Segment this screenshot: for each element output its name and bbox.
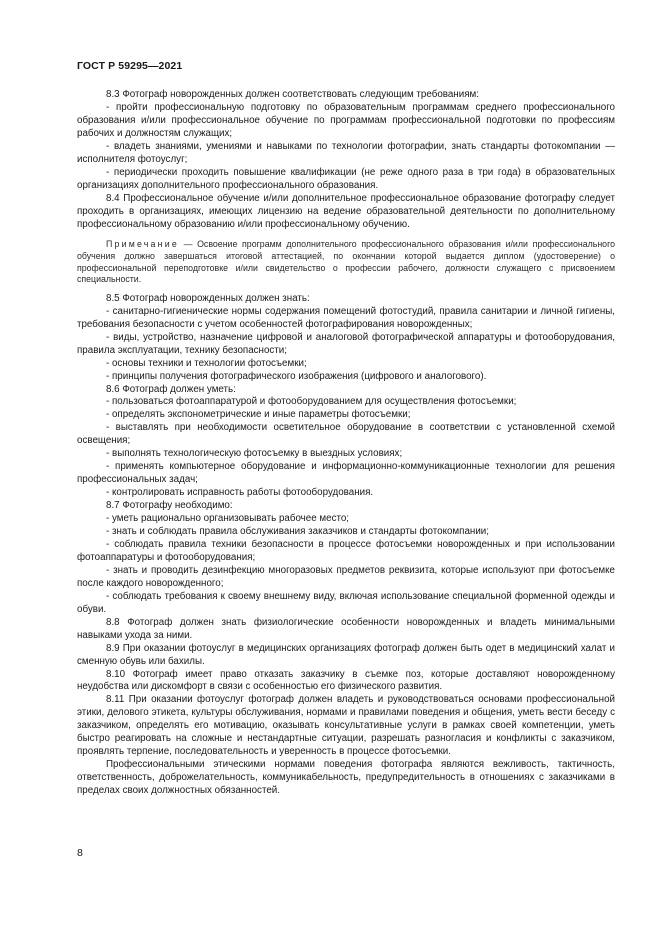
body-paragraph: - определять экспонометрические и иные параметры фотосъемки; [106,409,411,421]
body-paragraph: - контролировать исправность работы фотооборудования. [106,487,374,499]
body-paragraph: 8.9 При оказании фотоуслуг в медицинских организациях фотограф должен быть одет в медицинский халат и сменную обувь или бахилы. [77,642,615,667]
body-paragraph: - владеть знаниями, умениями и навыками по технологии фотографии, знать стандарты фотокомпании — исполнителя фотоуслуг; [77,140,615,165]
body-paragraph: 8.11 При оказании фотоуслуг фотограф должен владеть и руководствоваться основами профессиональной этики, делового этикета, культуры обслуживания, нормами и правилами поведения и общения, уметь вести беседу с заказчиком, определять его мотивацию, оказывать консультативные услуги в рамках своей компетенции, уметь быстро реагировать на сложные и нестандартные ситуации, разрешать разногласия и конфликты с заказчиком, проявлять терпение, последовательность и уверенность в процессе фотосъемки. [77,694,615,758]
body-paragraph: - применять компьютерное оборудование и информационно-коммуникационные технологии для решения профессиональных задач; [77,461,615,486]
body-paragraph: - пройти профессиональную подготовку по образовательным программам среднего профессионального образования и/или профессиональное обучение по программам профессиональной подготовки по профессиям рабочих и должностям служащих; [77,101,615,139]
body-paragraph: - виды, устройство, назначение цифровой и аналоговой фотографической аппаратуры и фотооборудования, правила эксплуатации, технику безопасности; [77,331,615,356]
document-body [77,89,615,798]
body-paragraph: 8.5 Фотограф новорожденных должен знать: [106,292,310,304]
body-paragraph: - основы техники и технологии фотосъемки; [106,357,307,369]
note-paragraph [77,239,615,285]
body-paragraph: - знать и проводить дезинфекцию многоразовых предметов реквизита, которые используют при фотосъемке после каждого новорожденного; [77,564,615,589]
document-header: ГОСТ Р 59295—2021 [77,60,183,72]
page-number: 8 [77,847,83,859]
body-paragraph: - уметь рационально организовывать рабочее место; [106,513,350,525]
body-paragraph: - выполнять технологическую фотосъемку в выездных условиях; [106,448,403,460]
body-paragraph: 8.10 Фотограф имеет право отказать заказчику в съемке поз, которые доставляют новорожденному неудобства или дискомфорт в связи с особенностью его физического развития. [77,668,615,693]
body-paragraph: - пользоваться фотоаппаратурой и фотооборудованием для осуществления фотосъемки; [106,396,517,408]
body-paragraph: - выставлять при необходимости осветительное оборудование в соответствии с установленной схемой освещения; [77,422,615,447]
body-paragraph: - принципы получения фотографического изображения (цифрового и аналогового). [106,370,487,382]
body-paragraph: - соблюдать правила техники безопасности в процессе фотосъемки новорожденных и при использовании фотоаппаратуры и фотооборудования; [77,538,615,563]
body-paragraph: 8.4 Профессиональное обучение и/или дополнительное профессиональное образование фотографу следует проходить в организациях, имеющих лицензию на ведение образовательной деятельности по дополнительному профессиональному образованию и/или профессиональному обучению. [77,192,615,230]
body-paragraph: 8.8 Фотограф должен знать физиологические особенности новорожденных и владеть минимальными навыками ухода за ними. [77,616,615,641]
body-paragraph: - периодически проходить повышение квалификации (не реже одного раза в три года) в образовательных организациях дополнительного профессионального образования. [77,166,615,191]
body-paragraph: - соблюдать требования к своему внешнему виду, включая использование специальной форменной одежды и обуви. [77,590,615,615]
note-text: — Освоение программ дополнительного профессионального образования и/или профессионального обучения должно завершаться итоговой аттестацией, по окончании которой выдается диплом (удостоверение) о профессиональной переподготовке и/или свидетельство о профессии рабочего, должности служащего с присвоением специальности. [77,239,615,285]
section-after-note [77,293,615,798]
body-paragraph: Профессиональными этическими нормами поведения фотографа являются вежливость, тактичность, ответственность, доброжелательность, коммуникабельность, предупредительность в отношениях с заказчиками в пределах своих должностных обязанностей. [77,759,615,797]
body-paragraph: 8.7 Фотографу необходимо: [106,500,233,512]
section-before-note [77,89,615,231]
note-label: Примечание [106,239,179,250]
body-paragraph: - санитарно-гигиенические нормы содержания помещений фотостудий, правила санитарии и личной гигиены, требования безопасности с учетом особенностей фотографирования новорожденных; [77,305,615,330]
body-paragraph: 8.3 Фотограф новорожденных должен соответствовать следующим требованиям: [106,89,479,100]
body-paragraph: 8.6 Фотограф должен уметь: [106,383,236,395]
body-paragraph: - знать и соблюдать правила обслуживания заказчиков и стандарты фотокомпании; [106,526,489,538]
